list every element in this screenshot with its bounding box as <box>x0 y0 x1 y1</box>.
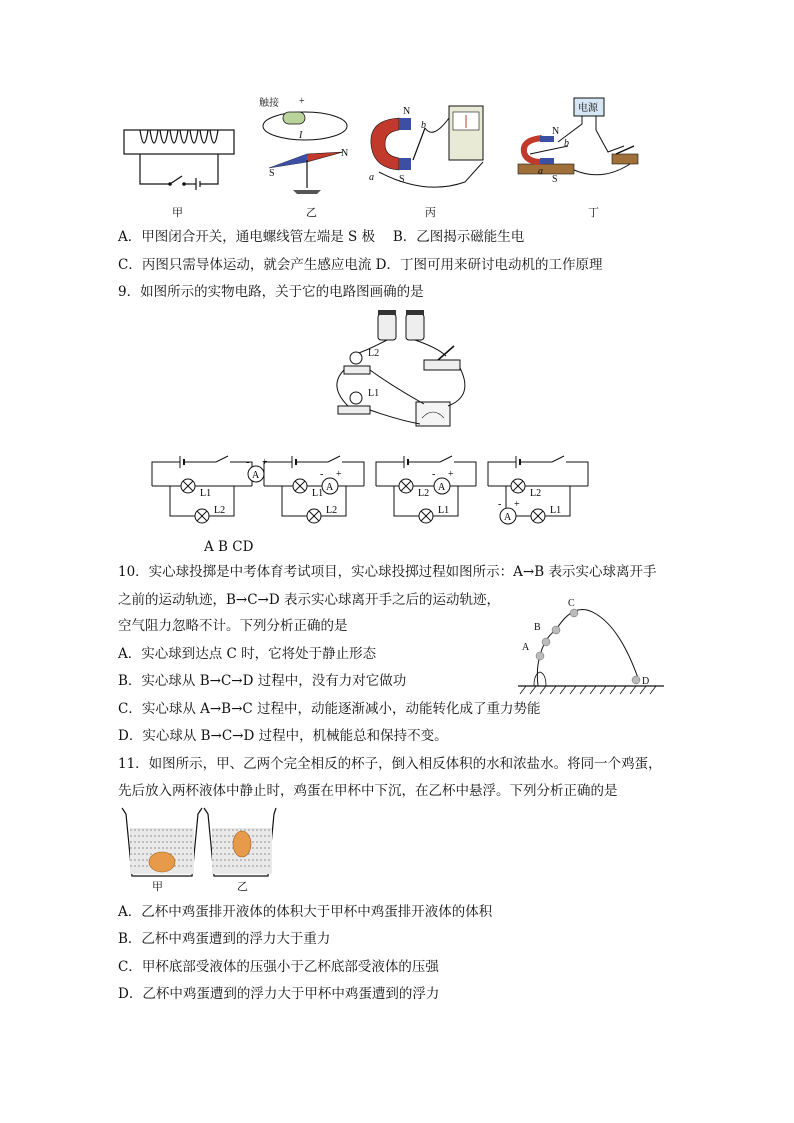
svg-text:L2: L2 <box>368 348 380 359</box>
q11-line-1: 11．如图所示，甲、乙两个完全相反的杯子，倒入相反体积的水和浓盐水。将同一个鸡蛋， <box>118 756 662 772</box>
svg-text:L2: L2 <box>418 488 430 499</box>
q9-circuit-photo <box>328 306 478 438</box>
q9-diagram-3 <box>376 456 476 523</box>
figure-caption-jia: 甲 <box>172 206 183 219</box>
q9-diagram-1 <box>152 456 268 523</box>
q10-option-c: C．实心球从 A→B→C 过程中，动能逐渐减小，动能转化成了重力势能 <box>118 701 541 717</box>
label-touch: 触接 <box>259 98 279 109</box>
q10-line-2: 之前的运动轨迹，B→C→D 表示实心球离开手之后的运动轨迹， <box>118 592 500 608</box>
svg-text:D: D <box>642 676 650 687</box>
svg-text:L2: L2 <box>214 505 226 516</box>
svg-text:C: C <box>568 598 575 609</box>
svg-text:L2: L2 <box>530 488 542 499</box>
cup-caption-yi: 乙 <box>237 880 248 893</box>
figure-caption-ding: 丁 <box>588 206 599 219</box>
figure-oersted <box>255 94 355 204</box>
q9-stem: 9．如图所示的实物电路，关于它的电路图画确的是 <box>118 284 424 300</box>
q10-line-3: 空气阻力忽略不计。下列分析正确的是 <box>118 618 348 634</box>
q11-option-d: D．乙杯中鸡蛋遭到的浮力大于甲杯中鸡蛋遭到的浮力 <box>118 986 440 1002</box>
q11-option-b: B．乙杯中鸡蛋遭到的浮力大于重力 <box>118 931 331 947</box>
svg-text:N: N <box>403 106 411 117</box>
figure-solenoid <box>118 118 248 208</box>
svg-text:B: B <box>534 622 541 633</box>
svg-text:L1: L1 <box>438 505 450 516</box>
svg-text:L1: L1 <box>550 505 562 516</box>
q10-option-d: D．实心球从 B→C→D 过程中，机械能总和保持不变。 <box>118 728 448 744</box>
svg-text:N: N <box>341 148 349 159</box>
svg-text:L1: L1 <box>200 488 212 499</box>
figure-motor <box>512 94 642 204</box>
q11-option-a: A．乙杯中鸡蛋排开液体的体积大于甲杯中鸡蛋排开液体的体积 <box>118 904 493 920</box>
svg-text:电源: 电源 <box>578 103 598 114</box>
q9-diagram-4 <box>488 456 588 524</box>
svg-text:+: + <box>448 469 454 480</box>
svg-text:I: I <box>299 130 303 141</box>
q9-option-letters: A B CD <box>204 539 254 555</box>
figure-induction <box>365 100 495 200</box>
q11-option-c: C．甲杯底部受液体的压强小于乙杯底部受液体的压强 <box>118 959 439 975</box>
svg-text:-: - <box>320 469 324 480</box>
q11-cups-figure <box>118 806 278 896</box>
svg-text:b: b <box>421 120 426 131</box>
cup-yi <box>204 808 276 876</box>
cup-jia <box>122 808 202 876</box>
q10-trajectory-figure <box>516 598 666 698</box>
svg-text:-: - <box>432 469 436 480</box>
svg-text:-: - <box>246 457 250 468</box>
q10-option-a: A．实心球到达点 C 时，它将处于静止形态 <box>118 646 377 662</box>
svg-text:+: + <box>262 457 268 468</box>
q8-option-cd: C．丙图只需导体运动，就会产生感应电流 D．丁图可用来研讨电动机的工作原理 <box>118 257 603 273</box>
q9-diagram-2 <box>264 456 364 523</box>
cup-caption-jia: 甲 <box>152 880 163 893</box>
svg-text:A: A <box>326 482 334 493</box>
q8-option-ab: A．甲图闭合开关，通电螺线管左端是 S 极 B．乙图揭示磁能生电 <box>118 229 525 245</box>
q10-option-b: B．实心球从 B→C→D 过程中，没有力对它做功 <box>118 673 407 689</box>
svg-text:a: a <box>369 172 374 183</box>
figure-caption-bing: 丙 <box>425 206 436 219</box>
svg-text:N: N <box>552 126 560 137</box>
svg-text:b: b <box>564 138 569 149</box>
q9-circuit-diagrams <box>150 456 610 526</box>
svg-text:L1: L1 <box>312 488 324 499</box>
svg-text:A: A <box>438 482 446 493</box>
svg-text:A: A <box>504 512 512 523</box>
svg-text:S: S <box>269 168 275 179</box>
svg-text:-: - <box>498 499 502 510</box>
svg-text:+: + <box>336 469 342 480</box>
svg-text:+: + <box>514 499 520 510</box>
svg-text:A: A <box>252 470 260 481</box>
svg-text:+: + <box>299 96 305 107</box>
svg-text:L2: L2 <box>326 505 338 516</box>
q11-line-2: 先后放入两杯液体中静止时，鸡蛋在甲杯中下沉，在乙杯中悬浮。下列分析正确的是 <box>118 783 618 799</box>
svg-text:S: S <box>552 174 558 185</box>
svg-text:S: S <box>399 174 405 185</box>
svg-text:a: a <box>538 166 543 177</box>
svg-text:A: A <box>522 642 530 653</box>
figure-caption-yi: 乙 <box>306 206 317 219</box>
svg-text:L1: L1 <box>368 388 380 399</box>
q10-line-1: 10．实心球投掷是中考体育考试项目，实心球投掷过程如图所示：A→B 表示实心球离开手 <box>118 564 657 580</box>
